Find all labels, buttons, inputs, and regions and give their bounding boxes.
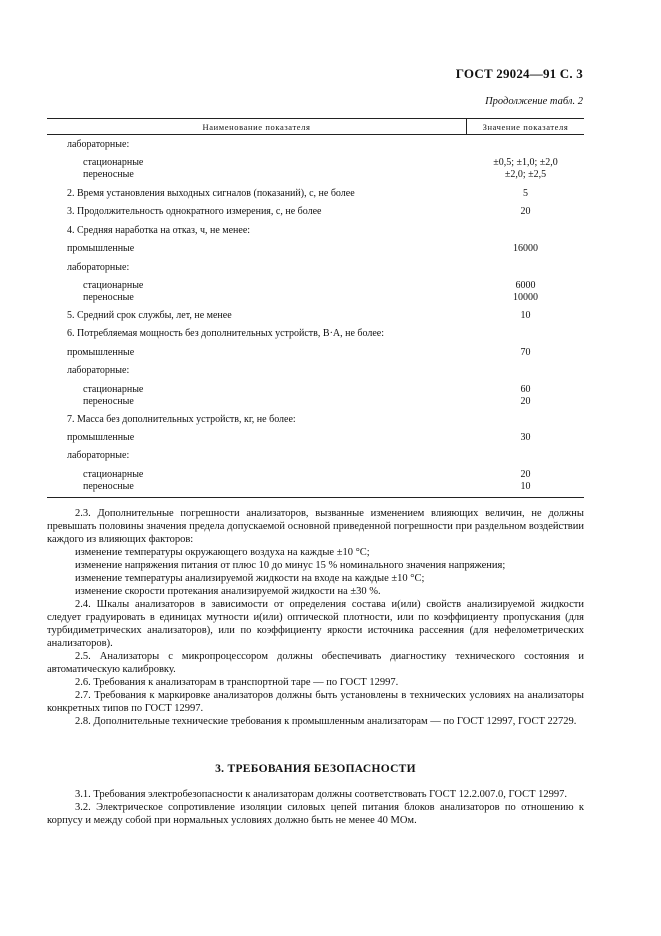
table-header-rule — [47, 134, 584, 135]
row-name: промышленные — [67, 243, 135, 254]
row-name: промышленные — [67, 432, 135, 443]
row-name: 4. Средняя наработка на отказ, ч, не менее: — [67, 225, 251, 236]
table-row — [47, 481, 584, 494]
table-continuation-label: Продолжение табл. 2 — [485, 96, 583, 107]
table-row — [47, 225, 584, 238]
row-name: 5. Средний срок службы, лет, не менее — [67, 310, 232, 321]
table-row — [47, 243, 584, 256]
table-row — [47, 414, 584, 427]
row-value: 20 — [520, 469, 531, 480]
row-name: промышленные — [67, 347, 135, 358]
section-2-text — [47, 507, 584, 728]
row-value: 5 — [523, 188, 528, 199]
row-value: 30 — [520, 432, 531, 443]
table-row — [47, 262, 584, 275]
paragraph-2-7: 2.7. Требования к маркировке анализаторов должны быть установлены в технических условиях на анализаторы конкретных типов по ГОСТ 12997. — [47, 690, 584, 714]
row-value: ±2,0; ±2,5 — [504, 169, 547, 180]
section-3-text — [47, 788, 584, 827]
table-row — [47, 347, 584, 360]
page-header: ГОСТ 29024—91 С. 3 — [455, 66, 583, 81]
table-header-name: Наименование показателя — [202, 122, 311, 132]
row-name: стационарные — [83, 280, 144, 291]
row-name: лабораторные: — [67, 450, 130, 461]
row-name: 6. Потребляемая мощность без дополнительных устройств, В·А, не более: — [67, 328, 385, 339]
row-name: 3. Продолжительность однократного измерения, с, не более — [67, 206, 322, 217]
table-row — [47, 310, 584, 323]
row-value: 20 — [520, 396, 531, 407]
paragraph-2-8: 2.8. Дополнительные технические требования к промышленным анализаторам — по ГОСТ 12997, ГОСТ 22729. — [75, 716, 577, 727]
row-value: 60 — [520, 384, 531, 395]
table-row — [47, 396, 584, 409]
row-name: 2. Время установления выходных сигналов (показаний), с, не более — [67, 188, 355, 199]
paragraph-2-6: 2.6. Требования к анализаторам в транспортной таре — по ГОСТ 12997. — [75, 677, 399, 688]
row-name: лабораторные: — [67, 365, 130, 376]
table-row — [47, 450, 584, 463]
row-name: переносные — [83, 292, 134, 303]
list-item: изменение температуры окружающего воздуха на каждые ±10 °С; — [75, 547, 370, 558]
paragraph-3-1: 3.1. Требования электробезопасности к анализаторам должны соответствовать ГОСТ 12.2.007.0, ГОСТ 12997. — [75, 789, 567, 800]
section-3-title: 3. ТРЕБОВАНИЯ БЕЗОПАСНОСТИ — [215, 763, 416, 775]
row-value: 10 — [520, 310, 531, 321]
paragraph-3-2: 3.2. Электрическое сопротивление изоляции силовых цепей питания блоков анализаторов по отношению к корпусу и между собой при нормальных условиях должно быть не менее 40 МОм. — [47, 802, 584, 826]
row-value: ±0,5; ±1,0; ±2,0 — [493, 157, 558, 168]
table-row — [47, 292, 584, 305]
row-value: 6000 — [515, 280, 536, 291]
table-top-rule — [47, 118, 584, 119]
table-row — [47, 188, 584, 201]
table-row — [47, 139, 584, 152]
table-header-value: Значение показателя — [482, 122, 569, 132]
table-row — [47, 432, 584, 445]
list-item: изменение напряжения питания от плюс 10 до минус 15 % номинального значения напряжения; — [75, 560, 506, 571]
table-row — [47, 206, 584, 219]
table-row — [47, 328, 584, 341]
row-value: 16000 — [513, 243, 538, 254]
table-row — [47, 365, 584, 378]
row-name: переносные — [83, 481, 134, 492]
paragraph-2-4: 2.4. Шкалы анализаторов в зависимости от определения состава и(или) свойств анализируемой жидкости следует градуировать в единицах мутности и(или) оптической плотности, или по коэффициенту пропускания (для турбидиметрических анализаторов), или по коэффициенту яркости источника рассеяния (для нефелометрических анализаторов). — [47, 599, 584, 649]
list-item: изменение скорости протекания анализируемой жидкости на ±30 %. — [75, 586, 381, 597]
row-name: 7. Масса без дополнительных устройств, кг, не более: — [67, 414, 296, 425]
paragraph-2-5: 2.5. Анализаторы с микропроцессором должны обеспечивать диагностику технического состояния и автоматическую калибровку. — [47, 651, 584, 675]
paragraph-2-3: 2.3. Дополнительные погрешности анализаторов, вызванные изменением влияющих величин, не должны превышать половины значения предела допускаемой основной приведенной погрешности при раздельном воздействии каждого из влияющих факторов: — [47, 508, 584, 545]
row-value: 10 — [520, 481, 531, 492]
row-name: лабораторные: — [67, 262, 130, 273]
row-name: стационарные — [83, 157, 144, 168]
row-name: переносные — [83, 169, 134, 180]
row-name: переносные — [83, 396, 134, 407]
row-name: лабораторные: — [67, 139, 130, 150]
row-name: стационарные — [83, 469, 144, 480]
row-value: 70 — [520, 347, 531, 358]
table-bottom-rule — [47, 497, 584, 498]
row-name: стационарные — [83, 384, 144, 395]
table-row — [47, 169, 584, 182]
list-item: изменение температуры анализируемой жидкости на входе на каждые ±10 °С; — [75, 573, 425, 584]
row-value: 10000 — [513, 292, 538, 303]
row-value: 20 — [520, 206, 531, 217]
